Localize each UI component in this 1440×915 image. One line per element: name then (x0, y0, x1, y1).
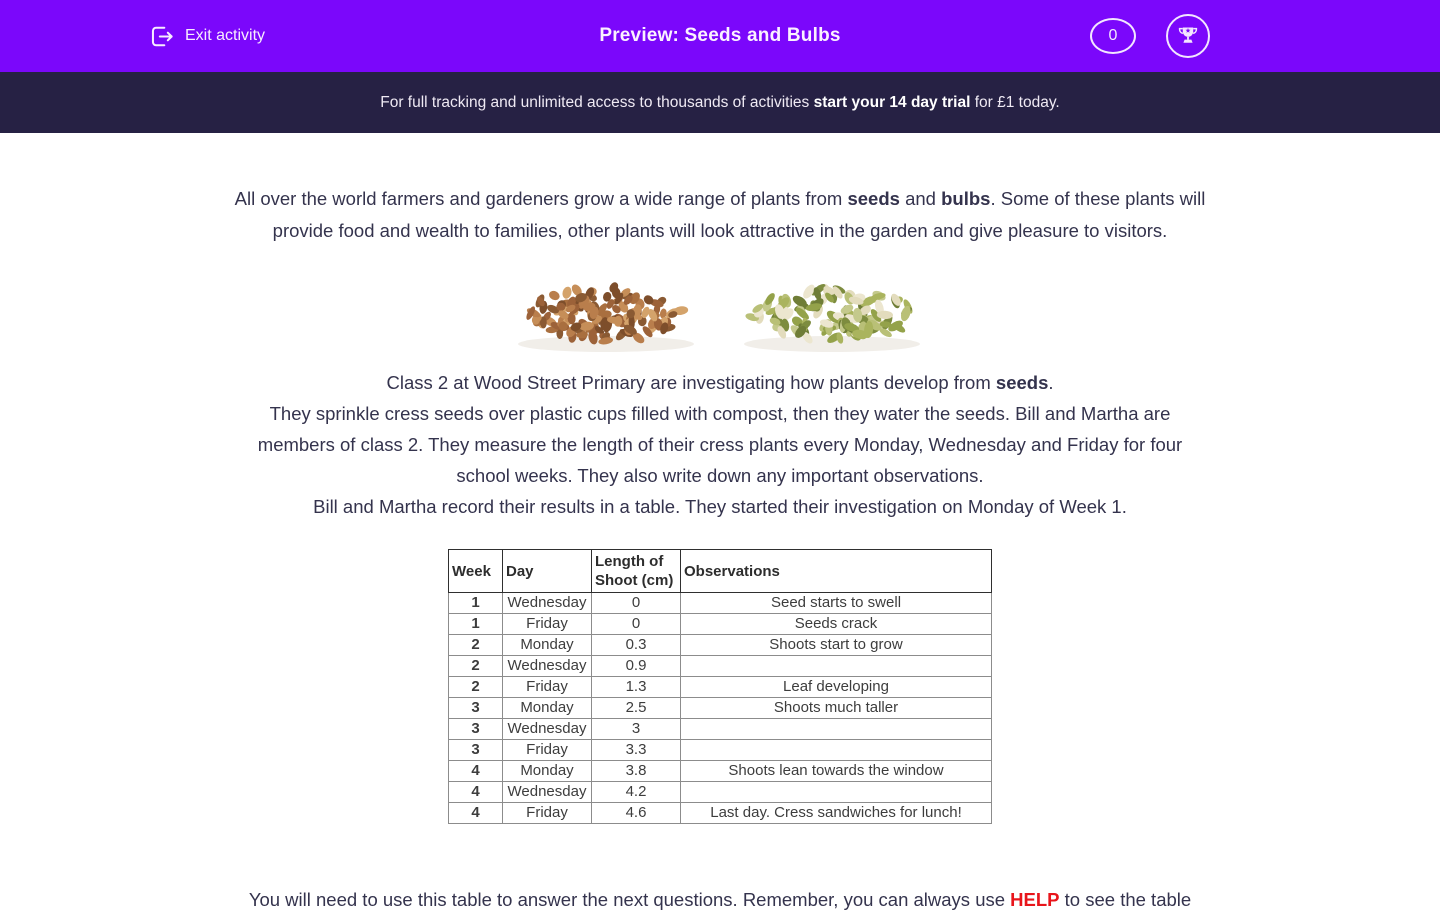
cell-day: Monday (503, 635, 592, 656)
cell-week: 4 (449, 761, 503, 782)
table-row (449, 698, 992, 719)
score-value: 0 (1108, 27, 1118, 44)
cell-day: Friday (503, 803, 592, 824)
cell-day: Wednesday (503, 593, 592, 614)
table-row (449, 719, 992, 740)
results-table (448, 549, 992, 824)
cell-week: 3 (449, 740, 503, 761)
cell-observation: Shoots start to grow (681, 635, 992, 656)
cell-day: Friday (503, 677, 592, 698)
cell-length: 3.8 (592, 761, 681, 782)
cell-day: Wednesday (503, 782, 592, 803)
cell-day: Monday (503, 698, 592, 719)
cell-observation: Seed starts to swell (681, 593, 992, 614)
column-header-day: Day (503, 550, 592, 593)
cell-length: 0 (592, 593, 681, 614)
cell-day: Wednesday (503, 656, 592, 677)
story-paragraph: Class 2 at Wood Street Primary are investigating how plants develop from seeds. They sprinkle cress seeds over plastic cups filled with compost, then they water the seeds. Bill and Martha are members of class 2. They measure the length of their cress plants every Monday, Wednesday and Friday for four school weeks. They also write down any important observations. Bill and Martha record their results in a table. They started their investigation on Monday of Week 1. (257, 372, 1183, 517)
app-header (0, 0, 1440, 72)
cell-day: Wednesday (503, 719, 592, 740)
help-keyword: HELP (1010, 889, 1060, 910)
intro-paragraph: All over the world farmers and gardeners grow a wide range of plants from seeds and bulbs. Some of these plants will provide food and wealth to families, other plants will look attractive in the garden and give pleasure to visitors. (234, 188, 1206, 241)
exit-activity-label: Exit activity (185, 27, 266, 44)
footer-note: You will need to use this table to answer the next questions. Remember, you can always use HELP to see the table (248, 889, 1192, 910)
table-row (449, 593, 992, 614)
cell-observation (681, 719, 992, 740)
cell-week: 4 (449, 782, 503, 803)
cell-week: 1 (449, 614, 503, 635)
column-header-week: Week (449, 550, 503, 593)
column-header-length-of-shoot-cm: Length of Shoot (cm) (592, 550, 681, 593)
cell-observation: Leaf developing (681, 677, 992, 698)
trophy-icon (1176, 24, 1200, 48)
cell-length: 0.3 (592, 635, 681, 656)
table-row (449, 635, 992, 656)
score-badge[interactable] (1090, 18, 1136, 54)
cell-week: 3 (449, 698, 503, 719)
activity-content (0, 183, 1440, 915)
table-row (449, 677, 992, 698)
logout-icon (148, 23, 175, 50)
trial-banner-text: For full tracking and unlimited access to thousands of activities start your 14 day trial for £1 today. (380, 93, 1060, 111)
cell-week: 3 (449, 719, 503, 740)
cell-length: 0.9 (592, 656, 681, 677)
column-header-observations: Observations (681, 550, 992, 593)
cell-observation: Last day. Cress sandwiches for lunch! (681, 803, 992, 824)
trial-banner (0, 72, 1440, 133)
seeds-photo (510, 258, 930, 358)
cell-observation: Shoots lean towards the window (681, 761, 992, 782)
cell-length: 4.2 (592, 782, 681, 803)
table-row (449, 656, 992, 677)
cell-length: 3 (592, 719, 681, 740)
cell-day: Friday (503, 740, 592, 761)
trial-link[interactable]: start your 14 day trial (813, 93, 971, 111)
exit-activity-button[interactable] (148, 0, 265, 72)
cell-observation: Shoots much taller (681, 698, 992, 719)
table-row (449, 761, 992, 782)
cell-week: 4 (449, 803, 503, 824)
cell-week: 2 (449, 677, 503, 698)
table-row (449, 614, 992, 635)
trophy-button[interactable] (1166, 14, 1210, 58)
cell-length: 0 (592, 614, 681, 635)
cell-observation (681, 656, 992, 677)
cell-length: 1.3 (592, 677, 681, 698)
cell-observation (681, 782, 992, 803)
cell-week: 2 (449, 656, 503, 677)
page-title: Preview: Seeds and Bulbs (599, 25, 841, 46)
cell-week: 2 (449, 635, 503, 656)
cell-length: 2.5 (592, 698, 681, 719)
table-row (449, 803, 992, 824)
cell-day: Monday (503, 761, 592, 782)
cell-day: Friday (503, 614, 592, 635)
cell-observation (681, 740, 992, 761)
table-row (449, 740, 992, 761)
table-row (449, 782, 992, 803)
cell-observation: Seeds crack (681, 614, 992, 635)
cell-length: 3.3 (592, 740, 681, 761)
cell-length: 4.6 (592, 803, 681, 824)
cell-week: 1 (449, 593, 503, 614)
